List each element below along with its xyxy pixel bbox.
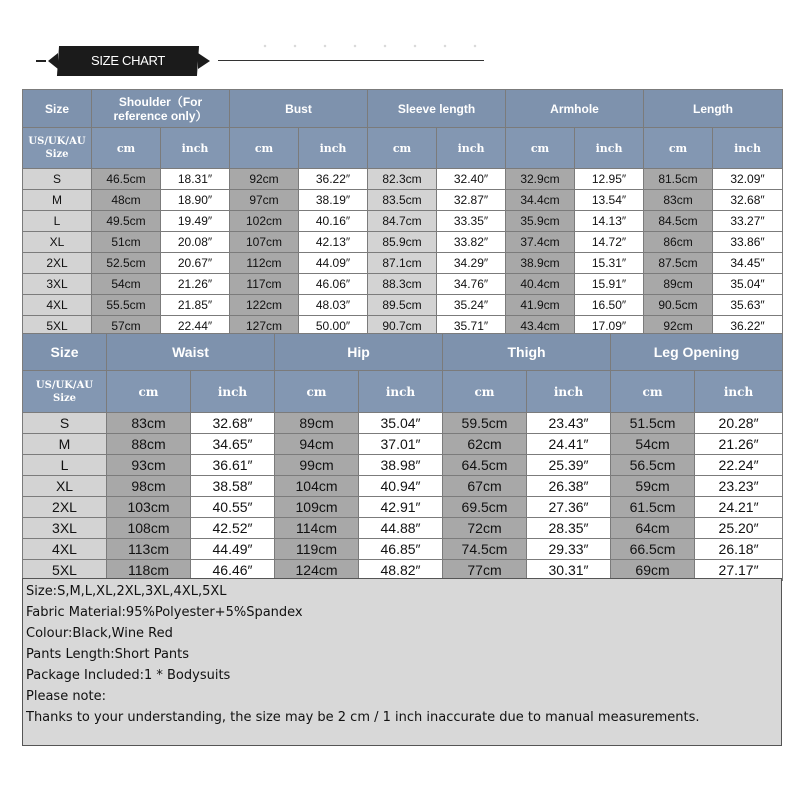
- size-header: Size: [23, 90, 92, 128]
- measure-cell: 34.45″: [713, 253, 783, 274]
- measure-cell: 118cm: [107, 560, 191, 581]
- table-row: [23, 455, 783, 476]
- measure-cell: 29.33″: [527, 539, 611, 560]
- measure-cell: 88cm: [107, 434, 191, 455]
- size-label: XL: [23, 476, 107, 497]
- header-dash: [36, 60, 46, 62]
- size-label: L: [23, 455, 107, 476]
- measure-cell: 37.4cm: [506, 232, 575, 253]
- measure-cell: 51cm: [92, 232, 161, 253]
- size-label: S: [23, 169, 92, 190]
- measure-cell: 83cm: [107, 413, 191, 434]
- measure-cell: 32.87″: [437, 190, 506, 211]
- unit-inch-header: inch: [527, 371, 611, 413]
- measure-cell: 48cm: [92, 190, 161, 211]
- measure-cell: 38.58″: [191, 476, 275, 497]
- measure-cell: 27.36″: [527, 497, 611, 518]
- unit-cm-header: cm: [506, 128, 575, 169]
- size-label: 3XL: [23, 518, 107, 539]
- size-label: 2XL: [23, 253, 92, 274]
- unit-inch-header: inch: [437, 128, 506, 169]
- measure-cell: 37.01″: [359, 434, 443, 455]
- measure-cell: 25.39″: [527, 455, 611, 476]
- measure-cell: 90.5cm: [644, 295, 713, 316]
- measure-cell: 89cm: [275, 413, 359, 434]
- measure-cell: 30.31″: [527, 560, 611, 581]
- measure-cell: 32.40″: [437, 169, 506, 190]
- measure-cell: 99cm: [275, 455, 359, 476]
- measure-header: Hip: [275, 334, 443, 371]
- table-row: [23, 253, 783, 274]
- measure-cell: 22.24″: [695, 455, 783, 476]
- measure-cell: 83cm: [644, 190, 713, 211]
- measure-cell: 69cm: [611, 560, 695, 581]
- size-label: M: [23, 434, 107, 455]
- measure-cell: 46.06″: [299, 274, 368, 295]
- measure-cell: 20.08″: [161, 232, 230, 253]
- measure-cell: 90.7cm: [368, 316, 437, 337]
- region-size-header: US/UK/AU Size: [23, 371, 107, 413]
- measure-cell: 35.63″: [713, 295, 783, 316]
- measure-cell: 51.5cm: [611, 413, 695, 434]
- measure-cell: 87.5cm: [644, 253, 713, 274]
- measure-cell: 33.86″: [713, 232, 783, 253]
- measure-header: Leg Opening: [611, 334, 783, 371]
- top-size-table: [22, 89, 783, 337]
- measure-cell: 34.76″: [437, 274, 506, 295]
- measure-cell: 103cm: [107, 497, 191, 518]
- measure-cell: 42.52″: [191, 518, 275, 539]
- table-row: [23, 518, 783, 539]
- measure-cell: 62cm: [443, 434, 527, 455]
- size-label: 3XL: [23, 274, 92, 295]
- unit-cm-header: cm: [230, 128, 299, 169]
- table-header-row: [23, 90, 783, 128]
- header-rule: [218, 60, 484, 61]
- measure-cell: 127cm: [230, 316, 299, 337]
- measure-cell: 92cm: [644, 316, 713, 337]
- measure-cell: 13.54″: [575, 190, 644, 211]
- measure-cell: 97cm: [230, 190, 299, 211]
- measure-cell: 48.03″: [299, 295, 368, 316]
- measure-cell: 54cm: [92, 274, 161, 295]
- measure-cell: 20.28″: [695, 413, 783, 434]
- measure-cell: 44.88″: [359, 518, 443, 539]
- info-line: Please note:: [26, 689, 106, 704]
- measure-cell: 66.5cm: [611, 539, 695, 560]
- measure-cell: 54cm: [611, 434, 695, 455]
- measure-cell: 32.68″: [191, 413, 275, 434]
- measure-cell: 18.31″: [161, 169, 230, 190]
- product-info-box: [22, 578, 782, 746]
- measure-cell: 34.4cm: [506, 190, 575, 211]
- measure-cell: 33.35″: [437, 211, 506, 232]
- measure-cell: 122cm: [230, 295, 299, 316]
- measure-cell: 59cm: [611, 476, 695, 497]
- unit-inch-header: inch: [575, 128, 644, 169]
- measure-cell: 57cm: [92, 316, 161, 337]
- size-chart-header: [0, 0, 800, 90]
- measure-header: Bust: [230, 90, 368, 128]
- unit-inch-header: inch: [695, 371, 783, 413]
- size-label: 2XL: [23, 497, 107, 518]
- measure-header: Armhole: [506, 90, 644, 128]
- unit-cm-header: cm: [644, 128, 713, 169]
- measure-cell: 48.82″: [359, 560, 443, 581]
- header-ribbon-right: [198, 53, 210, 69]
- measure-cell: 14.72″: [575, 232, 644, 253]
- unit-cm-header: cm: [611, 371, 695, 413]
- measure-cell: 33.27″: [713, 211, 783, 232]
- table-unit-row: [23, 371, 783, 413]
- measure-cell: 24.41″: [527, 434, 611, 455]
- measure-cell: 72cm: [443, 518, 527, 539]
- measure-cell: 87.1cm: [368, 253, 437, 274]
- size-label: 5XL: [23, 560, 107, 581]
- size-chart-title-tag: [57, 46, 199, 76]
- size-label: 4XL: [23, 539, 107, 560]
- table-row: [23, 274, 783, 295]
- measure-cell: 32.09″: [713, 169, 783, 190]
- measure-cell: 25.20″: [695, 518, 783, 539]
- unit-inch-header: inch: [299, 128, 368, 169]
- measure-cell: 86cm: [644, 232, 713, 253]
- table-row: [23, 211, 783, 232]
- table-header-row: [23, 334, 783, 371]
- table-row: [23, 295, 783, 316]
- measure-cell: 21.26″: [695, 434, 783, 455]
- measure-cell: 69.5cm: [443, 497, 527, 518]
- measure-header: Thigh: [443, 334, 611, 371]
- measure-cell: 44.09″: [299, 253, 368, 274]
- measure-cell: 36.22″: [713, 316, 783, 337]
- measure-cell: 89cm: [644, 274, 713, 295]
- size-header: Size: [23, 334, 107, 371]
- measure-cell: 32.9cm: [506, 169, 575, 190]
- measure-cell: 33.82″: [437, 232, 506, 253]
- measure-cell: 46.85″: [359, 539, 443, 560]
- measure-cell: 124cm: [275, 560, 359, 581]
- measure-cell: 74.5cm: [443, 539, 527, 560]
- measure-cell: 55.5cm: [92, 295, 161, 316]
- measure-cell: 24.21″: [695, 497, 783, 518]
- unit-cm-header: cm: [443, 371, 527, 413]
- measure-cell: 44.49″: [191, 539, 275, 560]
- measure-header: Length: [644, 90, 783, 128]
- measure-cell: 23.23″: [695, 476, 783, 497]
- measure-cell: 28.35″: [527, 518, 611, 539]
- measure-cell: 18.90″: [161, 190, 230, 211]
- measure-cell: 85.9cm: [368, 232, 437, 253]
- info-line: Pants Length:Short Pants: [26, 647, 190, 662]
- measure-cell: 59.5cm: [443, 413, 527, 434]
- unit-inch-header: inch: [161, 128, 230, 169]
- size-label: L: [23, 211, 92, 232]
- unit-inch-header: inch: [191, 371, 275, 413]
- measure-cell: 38.19″: [299, 190, 368, 211]
- measure-cell: 23.43″: [527, 413, 611, 434]
- measure-cell: 81.5cm: [644, 169, 713, 190]
- info-line: Fabric Material:95%Polyester+5%Spandex: [26, 605, 303, 620]
- region-size-header: US/UK/AU Size: [23, 128, 92, 169]
- measure-cell: 98cm: [107, 476, 191, 497]
- measure-cell: 36.22″: [299, 169, 368, 190]
- table-row: [23, 232, 783, 253]
- unit-cm-header: cm: [92, 128, 161, 169]
- measure-header: Waist: [107, 334, 275, 371]
- measure-cell: 40.94″: [359, 476, 443, 497]
- table-row: [23, 434, 783, 455]
- header-ribbon-left: [48, 53, 58, 69]
- measure-cell: 56.5cm: [611, 455, 695, 476]
- measure-cell: 49.5cm: [92, 211, 161, 232]
- measure-cell: 92cm: [230, 169, 299, 190]
- unit-inch-header: inch: [713, 128, 783, 169]
- measure-cell: 21.85″: [161, 295, 230, 316]
- info-line: Colour:Black,Wine Red: [26, 626, 173, 641]
- measure-cell: 67cm: [443, 476, 527, 497]
- measure-cell: 108cm: [107, 518, 191, 539]
- measure-cell: 15.31″: [575, 253, 644, 274]
- measure-cell: 41.9cm: [506, 295, 575, 316]
- measure-cell: 61.5cm: [611, 497, 695, 518]
- measure-cell: 89.5cm: [368, 295, 437, 316]
- measure-cell: 36.61″: [191, 455, 275, 476]
- info-line: Package Included:1 * Bodysuits: [26, 668, 231, 683]
- measure-cell: 46.5cm: [92, 169, 161, 190]
- measure-cell: 40.55″: [191, 497, 275, 518]
- measure-cell: 46.46″: [191, 560, 275, 581]
- size-label: 5XL: [23, 316, 92, 337]
- measure-cell: 32.68″: [713, 190, 783, 211]
- measure-cell: 40.16″: [299, 211, 368, 232]
- measure-cell: 42.13″: [299, 232, 368, 253]
- measure-cell: 102cm: [230, 211, 299, 232]
- measure-cell: 113cm: [107, 539, 191, 560]
- measure-header: Sleeve length: [368, 90, 506, 128]
- measure-cell: 82.3cm: [368, 169, 437, 190]
- measure-cell: 21.26″: [161, 274, 230, 295]
- measure-cell: 93cm: [107, 455, 191, 476]
- measure-cell: 114cm: [275, 518, 359, 539]
- header-dots: [250, 44, 500, 48]
- measure-cell: 112cm: [230, 253, 299, 274]
- measure-cell: 109cm: [275, 497, 359, 518]
- measure-cell: 104cm: [275, 476, 359, 497]
- measure-cell: 43.4cm: [506, 316, 575, 337]
- measure-cell: 84.7cm: [368, 211, 437, 232]
- measure-cell: 20.67″: [161, 253, 230, 274]
- measure-cell: 88.3cm: [368, 274, 437, 295]
- measure-cell: 84.5cm: [644, 211, 713, 232]
- measure-cell: 17.09″: [575, 316, 644, 337]
- table-row: [23, 190, 783, 211]
- measure-cell: 107cm: [230, 232, 299, 253]
- table-row: [23, 497, 783, 518]
- table-row: [23, 413, 783, 434]
- measure-cell: 16.50″: [575, 295, 644, 316]
- measure-cell: 38.98″: [359, 455, 443, 476]
- measure-cell: 27.17″: [695, 560, 783, 581]
- measure-cell: 26.38″: [527, 476, 611, 497]
- measure-cell: 34.65″: [191, 434, 275, 455]
- measure-cell: 19.49″: [161, 211, 230, 232]
- measure-cell: 42.91″: [359, 497, 443, 518]
- measure-cell: 26.18″: [695, 539, 783, 560]
- measure-cell: 83.5cm: [368, 190, 437, 211]
- measure-cell: 64.5cm: [443, 455, 527, 476]
- measure-cell: 50.00″: [299, 316, 368, 337]
- table-row: [23, 476, 783, 497]
- measure-cell: 38.9cm: [506, 253, 575, 274]
- info-line: Size:S,M,L,XL,2XL,3XL,4XL,5XL: [26, 584, 227, 599]
- unit-cm-header: cm: [107, 371, 191, 413]
- measure-cell: 40.4cm: [506, 274, 575, 295]
- measure-cell: 22.44″: [161, 316, 230, 337]
- measure-cell: 12.95″: [575, 169, 644, 190]
- measure-cell: 35.71″: [437, 316, 506, 337]
- measure-cell: 35.04″: [359, 413, 443, 434]
- measure-cell: 35.04″: [713, 274, 783, 295]
- bottom-size-table: [22, 333, 783, 581]
- info-line: Thanks to your understanding, the size may be 2 cm / 1 inch inaccurate due to manual measurements.: [26, 710, 700, 725]
- size-label: S: [23, 413, 107, 434]
- table-unit-row: [23, 128, 783, 169]
- table-row: [23, 539, 783, 560]
- measure-cell: 77cm: [443, 560, 527, 581]
- measure-cell: 64cm: [611, 518, 695, 539]
- measure-cell: 119cm: [275, 539, 359, 560]
- size-label: M: [23, 190, 92, 211]
- table-row: [23, 169, 783, 190]
- size-label: XL: [23, 232, 92, 253]
- unit-cm-header: cm: [275, 371, 359, 413]
- measure-cell: 94cm: [275, 434, 359, 455]
- measure-cell: 15.91″: [575, 274, 644, 295]
- measure-header: Shoulder（For reference only）: [92, 90, 230, 128]
- unit-inch-header: inch: [359, 371, 443, 413]
- measure-cell: 14.13″: [575, 211, 644, 232]
- size-chart-title: SIZE CHART: [90, 53, 166, 68]
- size-label: 4XL: [23, 295, 92, 316]
- measure-cell: 35.24″: [437, 295, 506, 316]
- measure-cell: 34.29″: [437, 253, 506, 274]
- unit-cm-header: cm: [368, 128, 437, 169]
- measure-cell: 52.5cm: [92, 253, 161, 274]
- measure-cell: 117cm: [230, 274, 299, 295]
- measure-cell: 35.9cm: [506, 211, 575, 232]
